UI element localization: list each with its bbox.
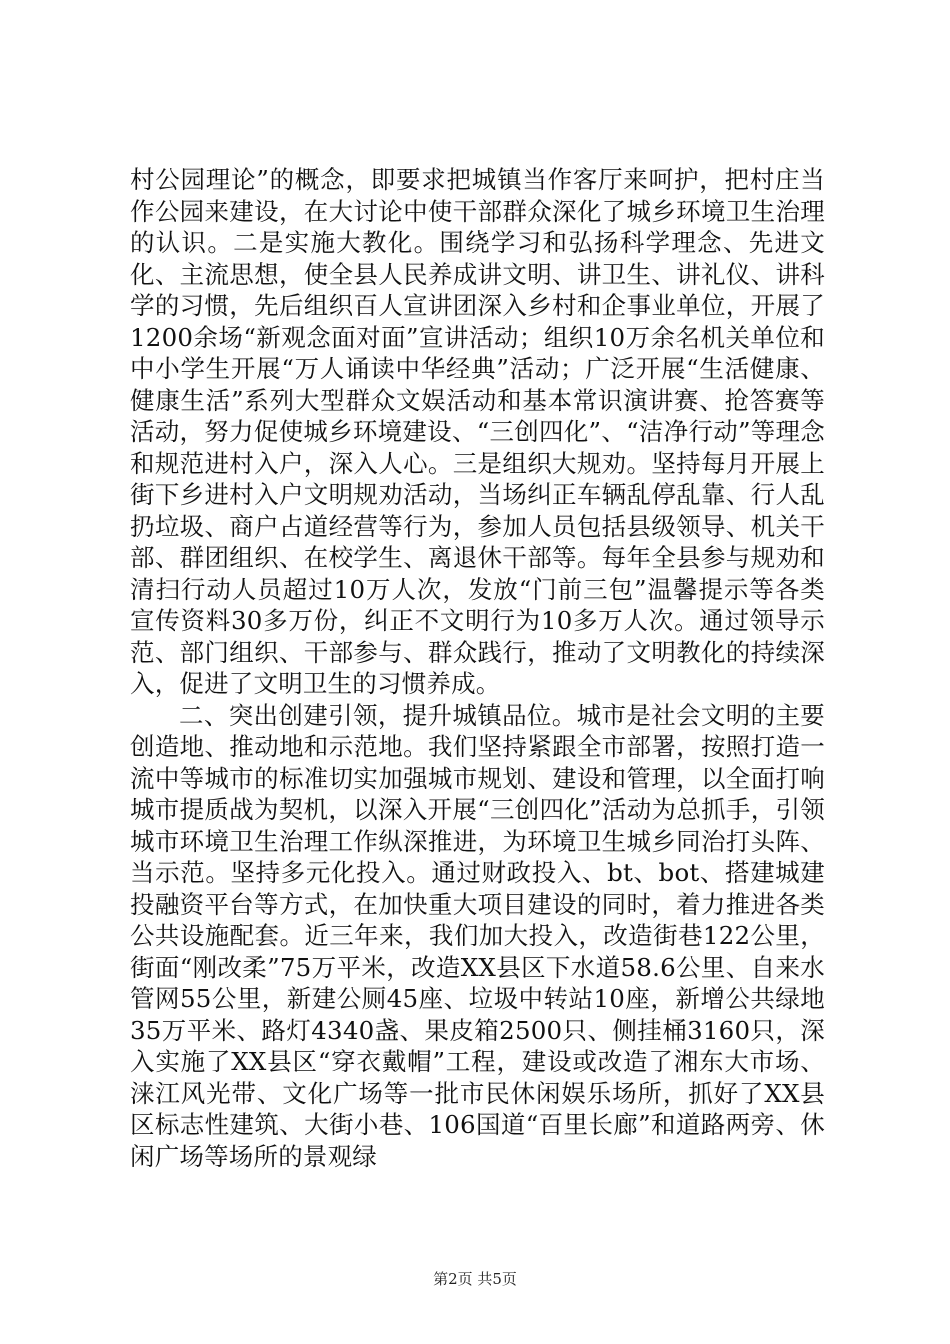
page-number: 第2页 共5页	[433, 1270, 517, 1288]
paragraph: 村公园理论”的概念，即要求把城镇当作客厅来呵护，把村庄当作公园来建设，在大讨论中使干部群众深化了城乡环境卫生治理的认识。二是实施大教化。围绕学习和弘扬科学理念、先进文化、主流思想，使全县人民养成讲文明、讲卫生、讲礼仪、讲科学的习惯，先后组织百人宣讲团深入乡村和企事业单位，开展了1200余场“新观念面对面”宣讲活动；组织10万余名机关单位和中小学生开展“万人诵读中华经典”活动；广泛开展“生活健康、健康生活”系列大型群众文娱活动和基本常识演讲赛、抢答赛等活动，努力促使城乡环境建设、“三创四化”、“洁净行动”等理念和规范进村入户，深入人心。三是组织大规劝。坚持每月开展上街下乡进村入户文明规劝活动，当场纠正车辆乱停乱靠、行人乱扔垃圾、商户占道经营等行为，参加人员包括县级领导、机关干部、群团组织、在校学生、离退休干部等。每年全县参与规劝和清扫行动人员超过10万人次，发放“门前三包”温馨提示等各类宣传资料30多万份，纠正不文明行为10多万人次。通过领导示范、部门组织、干部参与、群众践行，推动了文明教化的持续深入，促进了文明卫生的习惯养成。	[130, 165, 825, 698]
document-body	[130, 164, 825, 1172]
paragraph: 二、突出创建引领，提升城镇品位。城市是社会文明的主要创造地、推动地和示范地。我们坚持紧跟全市部署，按照打造一流中等城市的标准切实加强城市规划、建设和管理，以全面打响城市提质战为契机，以深入开展“三创四化”活动为总抓手，引领城市环境卫生治理工作纵深推进，为环境卫生城乡同治打头阵、当示范。坚持多元化投入。通过财政投入、bt、bot、搭建城建投融资平台等方式，在加快重大项目建设的同时，着力推进各类公共设施配套。近三年来，我们加大投入，改造街巷122公里，街面“刚改柔”75万平米，改造XX县区下水道58.6公里、自来水管网55公里，新建公厕45座、垃圾中转站10座，新增公共绿地35万平米、路灯4340盏、果皮箱2500只、侧挂桶3160只，深入实施了XX县区“穿衣戴帽”工程，建设或改造了湘东大市场、涞江风光带、文化广场等一批市民休闲娱乐场所，抓好了XX县区标志性建筑、大街小巷、106国道“百里长廊”和道路两旁、休闲广场等场所的景观绿	[130, 700, 825, 1171]
